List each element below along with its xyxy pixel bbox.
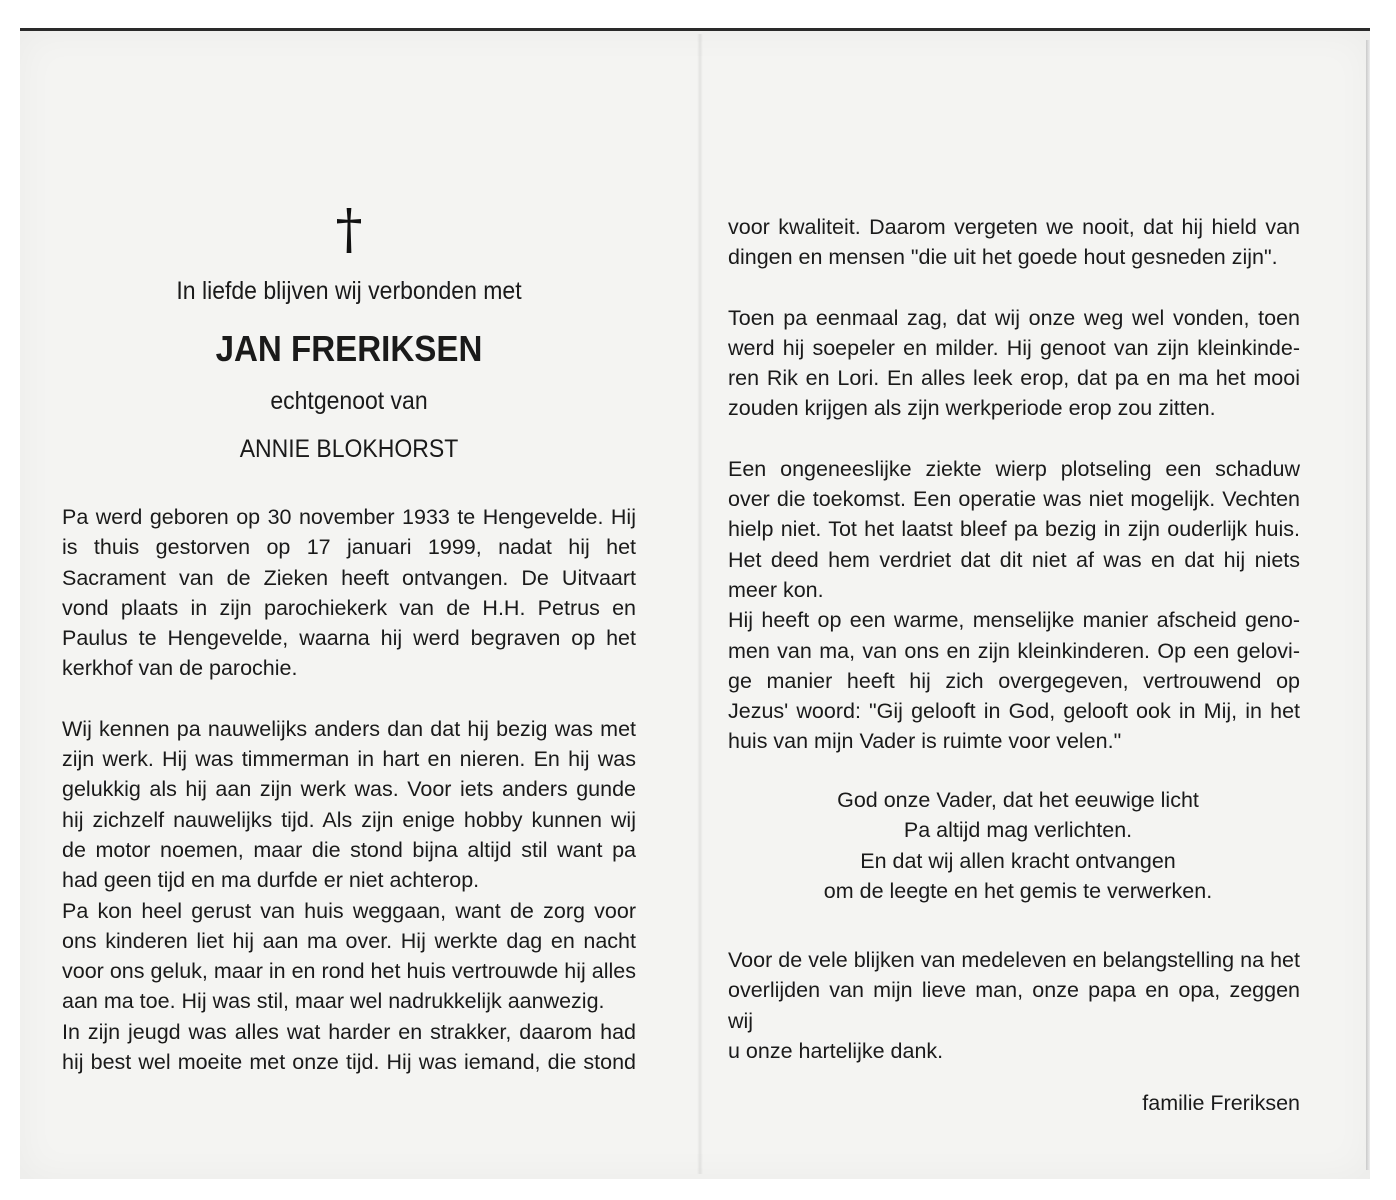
card-fold — [697, 34, 703, 1174]
text-line: Jezus' woord: "Gij gelooft in God, gelooft ook in Mij, in het — [728, 699, 1300, 724]
text-line: overlijden van mijn lieve man, onze papa en opa, zeggen wij — [728, 978, 1300, 1033]
family-signature: familie Freriksen — [1142, 1091, 1300, 1116]
intro-text: In liefde blijven wij verbonden met — [176, 277, 522, 305]
poem-line: God onze Vader, dat het eeuwige licht — [837, 787, 1199, 812]
text-line: hij best wel moeite met onze tijd. Hij was iemand, die stond — [62, 1050, 636, 1075]
grandchildren-paragraph — [728, 303, 1300, 424]
text-line: gelukkig als hij aan zijn werk was. Voor iets anders gunde — [62, 777, 636, 802]
text-line: voor ons geluk, maar in en rond het huis vertrouwde hij alles — [62, 959, 636, 984]
text-line: is thuis gestorven op 17 januari 1999, nadat hij het — [62, 535, 636, 560]
card-edge — [1366, 40, 1370, 1170]
text-line: Pa werd geboren op 30 november 1933 te Hengevelde. Hij — [62, 505, 636, 529]
text-line: Het deed hem verdriet dat dit niet af was en dat hij niets — [728, 547, 1300, 572]
spouse-name: ANNIE BLOKHORST — [239, 435, 459, 463]
poem-line: om de leegte en het gemis te verwerken. — [823, 879, 1213, 904]
text-line: u onze hartelijke dank. — [728, 1039, 944, 1064]
cross-icon: † — [335, 198, 363, 261]
text-line: zouden krijgen als zijn werkperiode erop zou zitten. — [728, 396, 1216, 421]
biography-paragraph — [62, 502, 636, 684]
text-line: Pa kon heel gerust van huis weggaan, want de zorg voor — [62, 898, 636, 923]
prayer-poem — [728, 785, 1300, 907]
text-line: de motor noemen, maar die stond bijna altijd stil want pa — [62, 837, 636, 862]
text-line: Sacrament van de Zieken heeft ontvangen. De Uitvaart — [62, 565, 636, 590]
text-line: meer kon. — [728, 577, 824, 602]
text-line: vond plaats in zijn parochiekerk van de H.H. Petrus en — [62, 595, 636, 620]
text-line: over die toekomst. Een operatie was niet mogelijk. Vechten — [728, 487, 1300, 512]
text-line: aan ma toe. Hij was stil, maar wel nadrukkelijk aanwezig. — [62, 989, 605, 1014]
text-line: ons kinderen liet hij aan ma over. Hij werkte dag en nacht — [62, 928, 636, 953]
poem-line: Pa altijd mag verlichten. — [903, 818, 1133, 843]
poem-line: En dat wij allen kracht ontvangen — [860, 848, 1176, 873]
text-line: zijn werk. Hij was timmerman in hart en nieren. En hij was — [62, 747, 636, 772]
life-paragraph — [62, 714, 636, 1078]
text-line: Paulus te Hengevelde, waarna hij werd begraven op het — [62, 626, 636, 651]
text-line: dingen en mensen "die uit het goede hout gesneden zijn". — [728, 245, 1278, 270]
text-line: ren Rik en Lori. En alles leek erop, dat pa en ma het mooi — [728, 366, 1300, 391]
text-line: werd hij soepeler en milder. Hij genoot van zijn kleinkinde- — [728, 335, 1300, 360]
text-line: had geen tijd en ma durfde er niet achterop. — [62, 868, 480, 893]
deceased-name: JAN FRERIKSEN — [215, 328, 483, 369]
left-panel — [62, 200, 636, 1077]
text-line: voor kwaliteit. Daarom vergeten we nooit, dat hij hield van — [728, 215, 1300, 239]
text-line: In zijn jeugd was alles wat harder en strakker, daarom had — [62, 1019, 636, 1044]
spouse-label: echtgenoot van — [270, 387, 428, 415]
text-line: hij zichzelf nauwelijks tijd. Als zijn enige hobby kunnen wij — [62, 807, 636, 832]
text-line: Een ongeneeslijke ziekte wierp plotseling een schaduw — [728, 456, 1300, 481]
text-line: men van ma, van ons en zijn kleinkinderen. Op een gelovi- — [728, 638, 1300, 663]
text-line: Hij heeft op een warme, menselijke manier afscheid geno- — [728, 608, 1300, 633]
continuation-paragraph — [728, 212, 1300, 273]
text-line: kerkhof van de parochie. — [62, 656, 298, 681]
thanks-paragraph — [728, 945, 1300, 1067]
text-line: Voor de vele blijken van medeleven en belangstelling na het — [728, 947, 1300, 972]
right-panel — [728, 212, 1300, 1118]
text-line: ge manier heeft hij zich overgegeven, vertrouwend op — [728, 668, 1300, 693]
text-line: Wij kennen pa nauwelijks anders dan dat hij bezig was met — [62, 716, 636, 741]
illness-paragraph — [728, 454, 1300, 757]
text-line: hielp niet. Tot het laatst bleef pa bezig in zijn ouderlijk huis. — [728, 517, 1300, 542]
text-line: huis van mijn Vader is ruimte voor velen." — [728, 729, 1122, 754]
text-line: Toen pa eenmaal zag, dat wij onze weg wel vonden, toen — [728, 305, 1300, 330]
